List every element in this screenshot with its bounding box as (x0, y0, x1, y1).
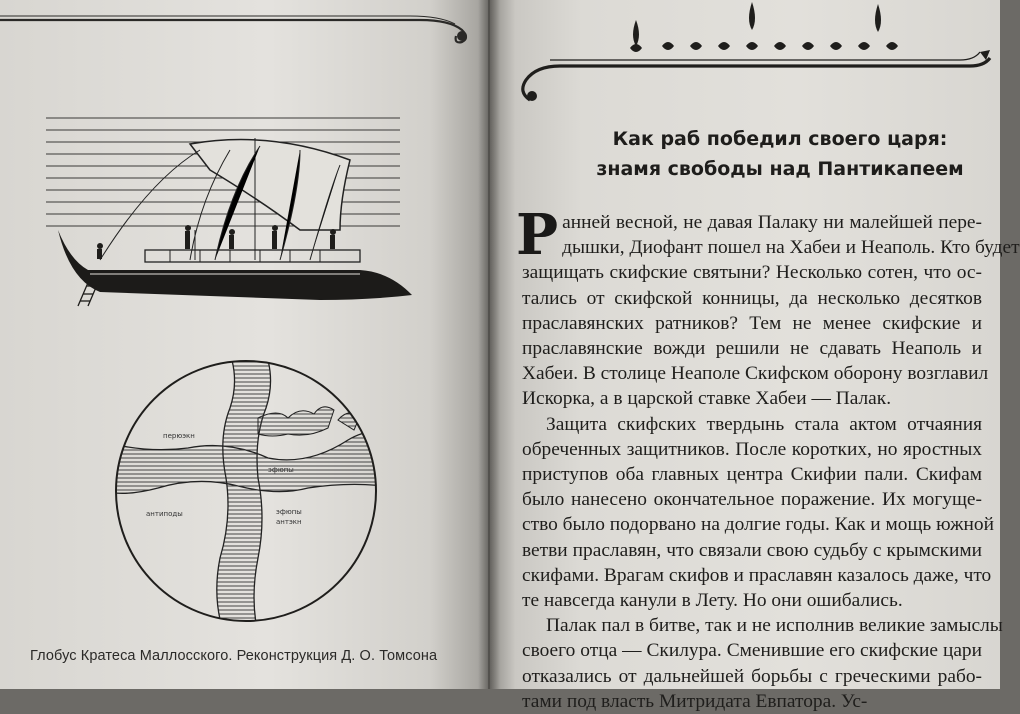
chapter-title-line-1: Как раб победил своего царя: (612, 128, 948, 150)
globe-label-ethiopians-top: эфюпы (268, 466, 294, 474)
text-line: Защита скифских твердынь стала актом отчаяния (546, 413, 982, 435)
text-line: защищать скифские святыни? Несколько сотен, что ос- (522, 262, 982, 284)
book-gutter (478, 0, 500, 689)
globe-label-perioeci: перюэкн (163, 432, 195, 440)
text-line: дышки, Диофант пошел на Хабеи и Неаполь. Кто будет (562, 237, 1020, 259)
chapter-header-ornament (490, 0, 1000, 112)
figure-caption: Глобус Кратеса Маллосского. Реконструкция Д. О. Томсона (30, 648, 438, 664)
text-line: Палак пал в битве, так и не исполнив великие замыслы (546, 615, 1003, 637)
page-ornament-left (0, 0, 488, 60)
globe-label-ethiopians-bottom: эфюпы (276, 508, 302, 516)
ship-illustration (40, 110, 420, 310)
text-line: праславянские вожди решили не сдавать Неаполь и (522, 338, 982, 360)
chapter-title (570, 124, 990, 184)
chapter-title-line-2: знамя свободы над Пантикапеем (596, 158, 964, 180)
globe-map-illustration (108, 348, 384, 634)
drop-cap: Р (516, 202, 559, 268)
text-line: было нанесено окончательное поражение. Их могуще- (522, 489, 982, 511)
text-line: скифами. Врагам скифов и праславян казалось даже, что (522, 564, 992, 586)
text-line: тались от скифской конницы, да несколько десятков (522, 287, 982, 309)
text-line: своего отца — Скилура. Сменившие его скифские цари (522, 640, 982, 662)
body-text (516, 202, 1020, 714)
text-line: ветви праславян, что связали свою судьбу с крымскими (522, 539, 982, 561)
text-line: ство было подорвано на долгие годы. Как и мощь южной (522, 514, 994, 536)
text-line: тами под власть Митридата Евпатора. Ус- (522, 690, 868, 712)
text-line: Хабеи. В столице Неаполе Скифском оборону возглавил (522, 363, 989, 385)
globe-label-antipodes: антиподы (146, 510, 183, 518)
text-line: обреченных защитников. После коротких, но яростных (522, 438, 982, 460)
first-paragraph (516, 202, 1020, 268)
right-page (490, 0, 1020, 712)
globe-label-antoeci: антэкн (276, 518, 302, 526)
text-line: отказались от дальнейшей борьбы с греческими рабо- (522, 665, 982, 687)
text-line: приступов оба главных центра Скифии пали. Скифам (522, 464, 982, 486)
text-line: те навсегда канули в Лету. Но они ошибались. (522, 590, 903, 612)
text-line: Искорка, а в царской ставке Хабеи — Палак. (522, 388, 892, 410)
text-line: праславянских ратников? Тем не менее скифские и (522, 312, 982, 334)
text-line: анней весной, не давая Палаку ни малейшей пере- (562, 212, 982, 233)
left-page (0, 0, 488, 689)
